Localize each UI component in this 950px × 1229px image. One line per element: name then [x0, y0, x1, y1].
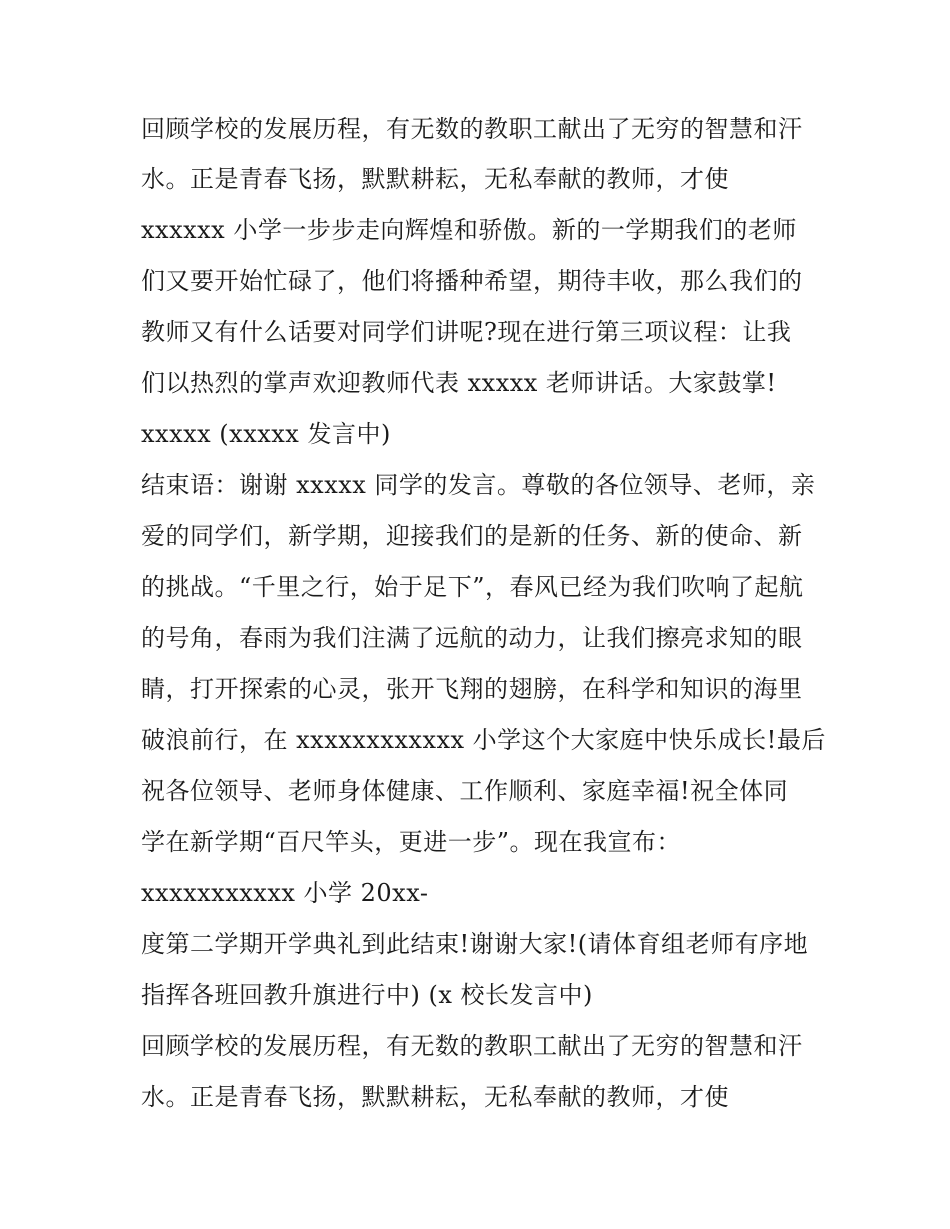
text-line: 睛，打开探索的心灵，张开飞翔的翅膀，在科学和知识的海里: [141, 675, 803, 703]
text-line: 回顾学校的发展历程，有无数的教职工献出了无穷的智慧和汗: [141, 115, 803, 143]
text-line: xxxxxxxxxxx 小学 20xx-: [141, 879, 429, 907]
text-line: xxxxx (xxxxx 发言中): [141, 420, 391, 448]
text-line: 们又要开始忙碌了，他们将播种希望，期待丰收，那么我们的: [141, 267, 803, 295]
text-line: 的号角，春雨为我们注满了远航的动力，让我们擦亮求知的眼: [141, 624, 803, 652]
text-line: 水。正是青春飞扬，默默耕耘，无私奉献的教师，才使: [141, 1083, 729, 1111]
text-line: 度第二学期开学典礼到此结束!谢谢大家!(请体育组老师有序地: [141, 930, 809, 958]
text-line: xxxxxx 小学一步步走向辉煌和骄傲。新的一学期我们的老师: [141, 216, 797, 244]
text-line: 学在新学期“百尺竿头，更进一步”。现在我宣布：: [141, 828, 682, 856]
text-line: 教师又有什么话要对同学们讲呢?现在进行第三项议程：让我: [141, 318, 792, 346]
text-line: 们以热烈的掌声欢迎教师代表 xxxxx 老师讲话。大家鼓掌!: [141, 369, 777, 397]
text-line: 破浪前行，在 xxxxxxxxxxxx 小学这个大家庭中快乐成长!最后: [141, 726, 826, 754]
text-line: 结束语：谢谢 xxxxx 同学的发言。尊敬的各位领导、老师，亲: [141, 471, 816, 499]
text-line: 回顾学校的发展历程，有无数的教职工献出了无穷的智慧和汗: [141, 1032, 803, 1060]
text-line: 祝各位领导、老师身体健康、工作顺利、家庭幸福!祝全体同: [141, 777, 789, 805]
text-line: 水。正是青春飞扬，默默耕耘，无私奉献的教师，才使: [141, 165, 729, 193]
text-line: 的挑战。“千里之行，始于足下”，春风已经为我们吹响了起航: [141, 573, 804, 601]
text-line: 指挥各班回教升旗进行中) (x 校长发言中): [141, 981, 593, 1009]
text-line: 爱的同学们，新学期，迎接我们的是新的任务、新的使命、新: [141, 522, 803, 550]
